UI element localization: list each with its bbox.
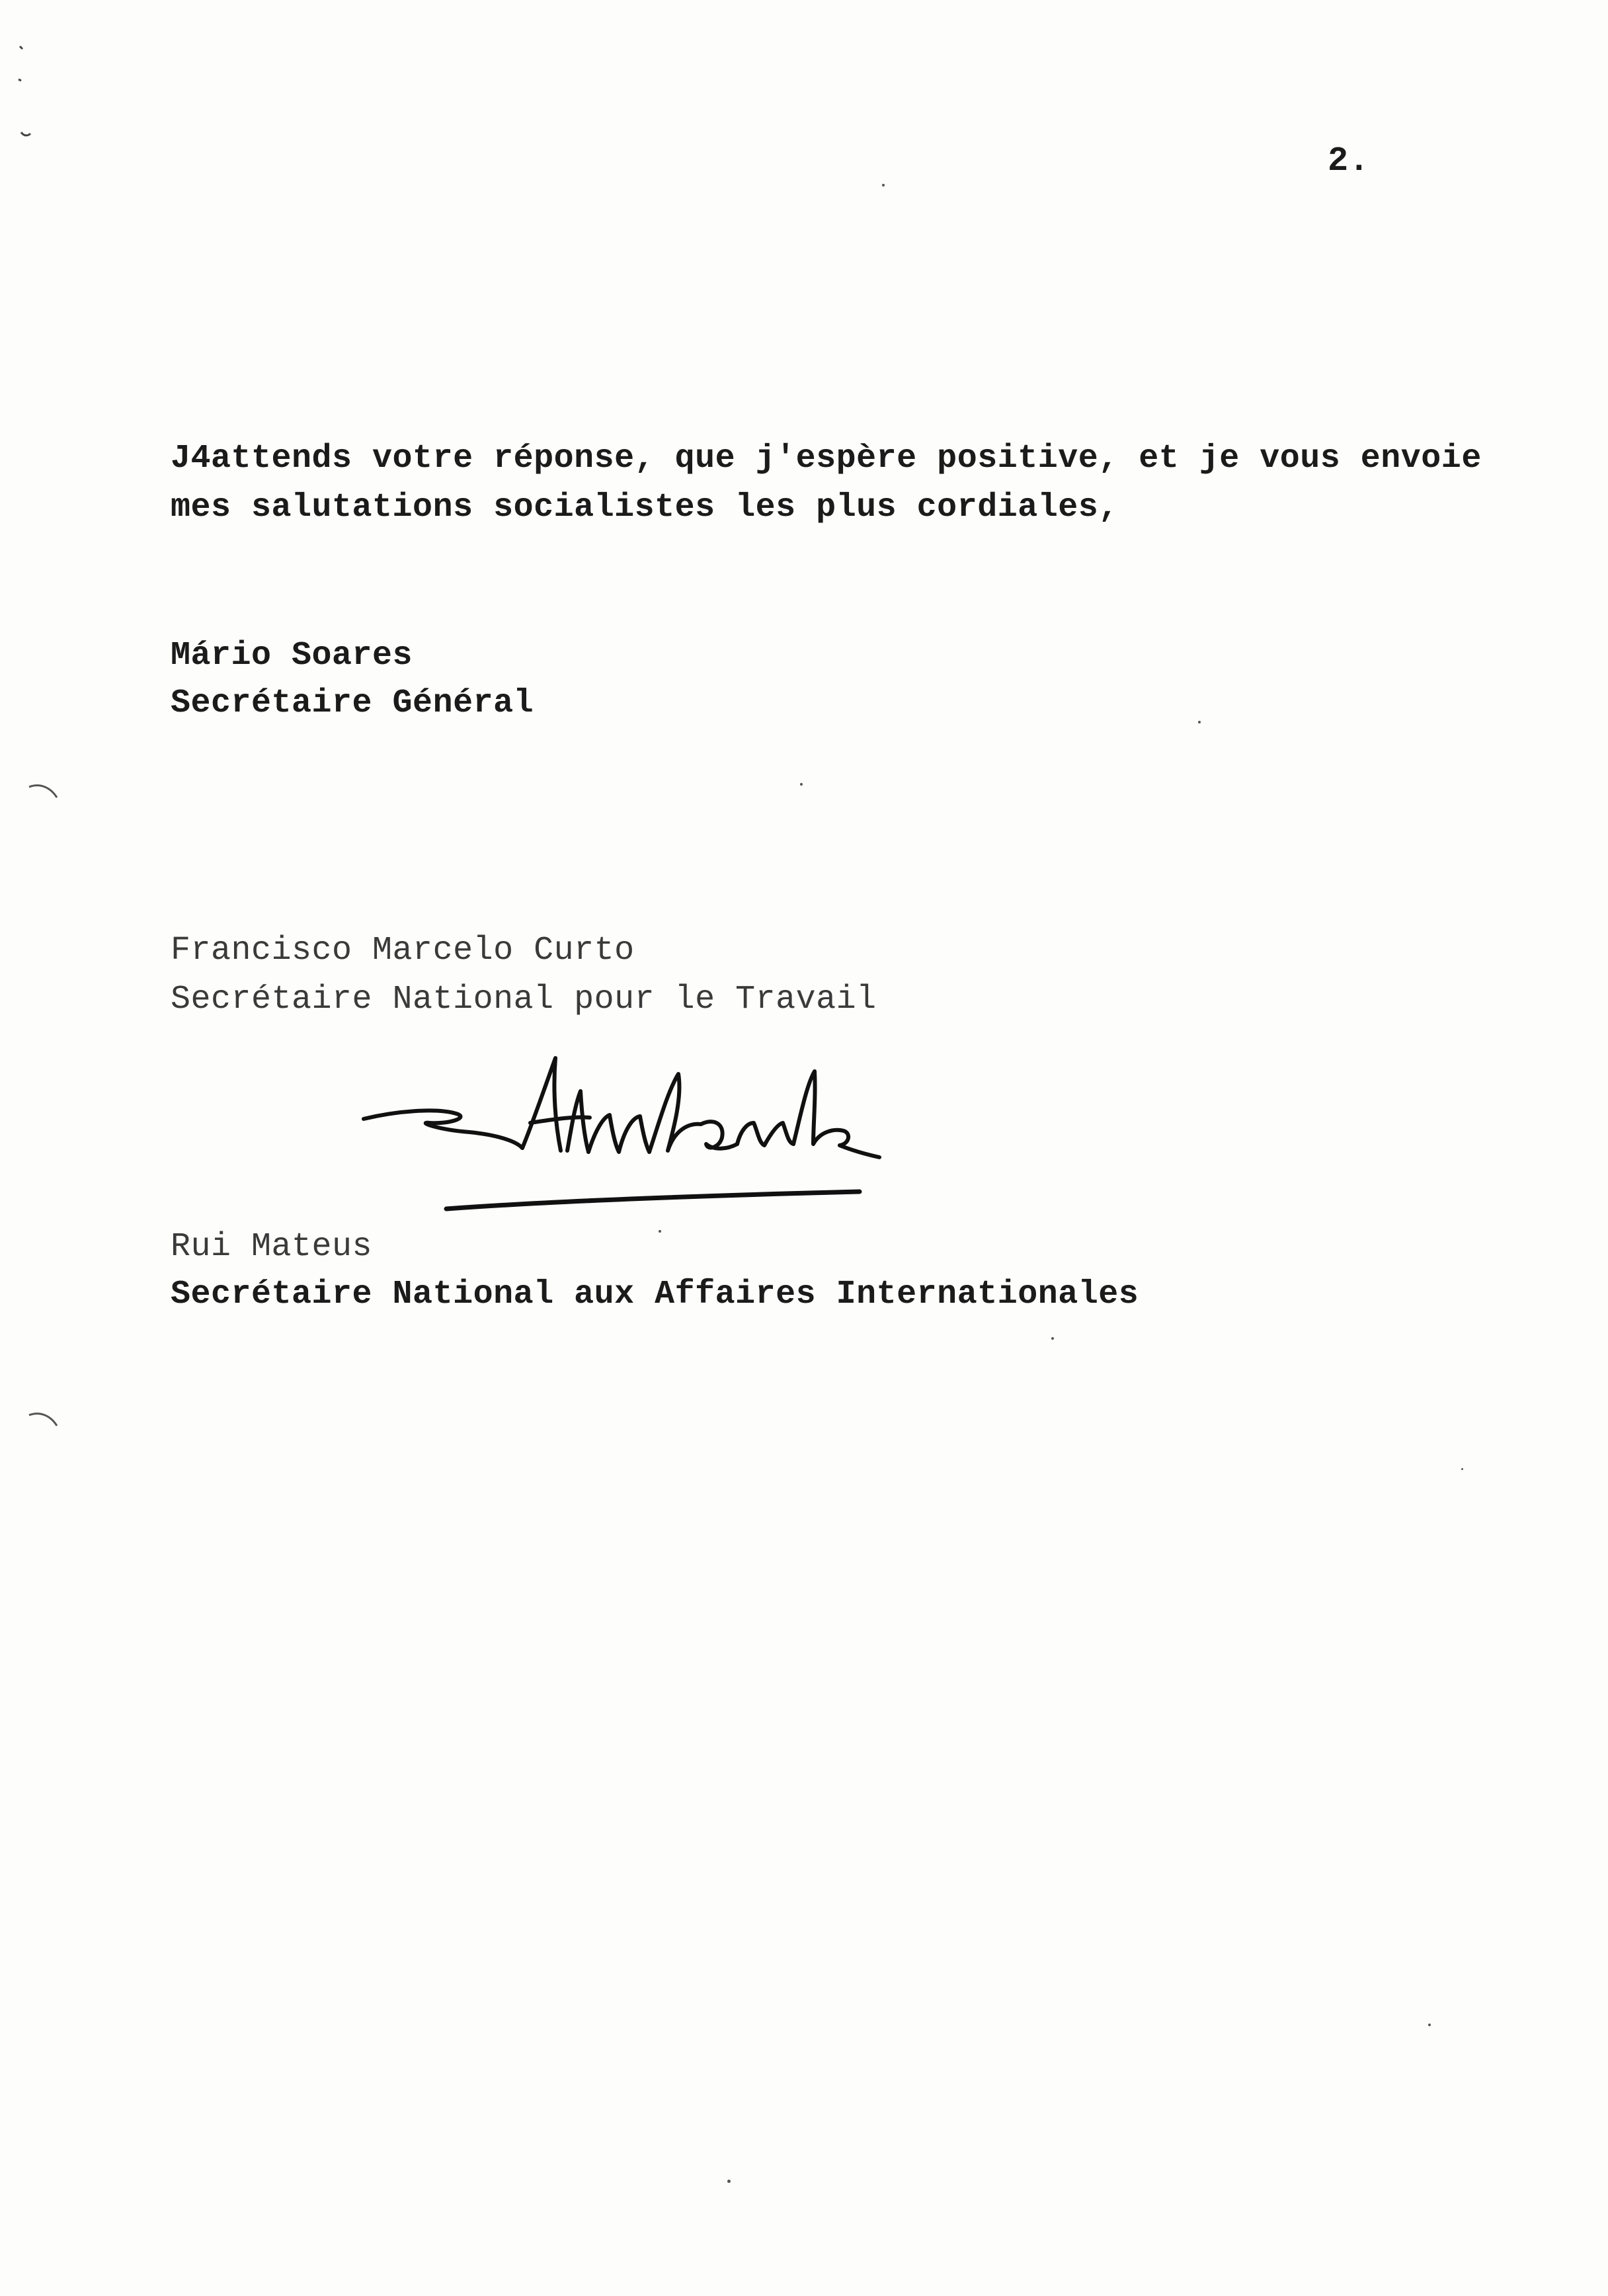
- signatory-3-title: Secrétaire National aux Affaires Internationales: [171, 1276, 1139, 1313]
- scan-speck: [1428, 2024, 1431, 2026]
- scan-speck: [800, 783, 803, 786]
- scan-speck: [659, 1230, 661, 1233]
- margin-curve-mark: [26, 780, 66, 807]
- signatory-2-name: Francisco Marcelo Curto: [171, 932, 635, 969]
- signatory-1-title: Secrétaire Général: [171, 684, 534, 722]
- scan-speck: [1198, 721, 1201, 723]
- scan-speck: [1461, 1468, 1463, 1470]
- scan-speck: [882, 184, 885, 186]
- margin-scan-marks: [13, 40, 53, 172]
- scan-speck: [727, 2180, 731, 2183]
- signatory-3-name: Rui Mateus: [171, 1228, 373, 1266]
- signatory-2-title: Secrétaire National pour le Travail: [171, 981, 877, 1018]
- page-number: 2.: [1328, 142, 1370, 181]
- closing-paragraph-line-2: mes salutations socialistes les plus cordiales,: [171, 489, 1119, 526]
- scan-speck: [1051, 1337, 1054, 1340]
- margin-curve-mark-lower: [26, 1409, 66, 1435]
- signatory-1-name: Mário Soares: [171, 637, 413, 675]
- handwritten-signature: [357, 1045, 886, 1230]
- closing-paragraph-line-1: J4attends votre réponse, que j'espère positive, et je vous envoie: [171, 440, 1482, 477]
